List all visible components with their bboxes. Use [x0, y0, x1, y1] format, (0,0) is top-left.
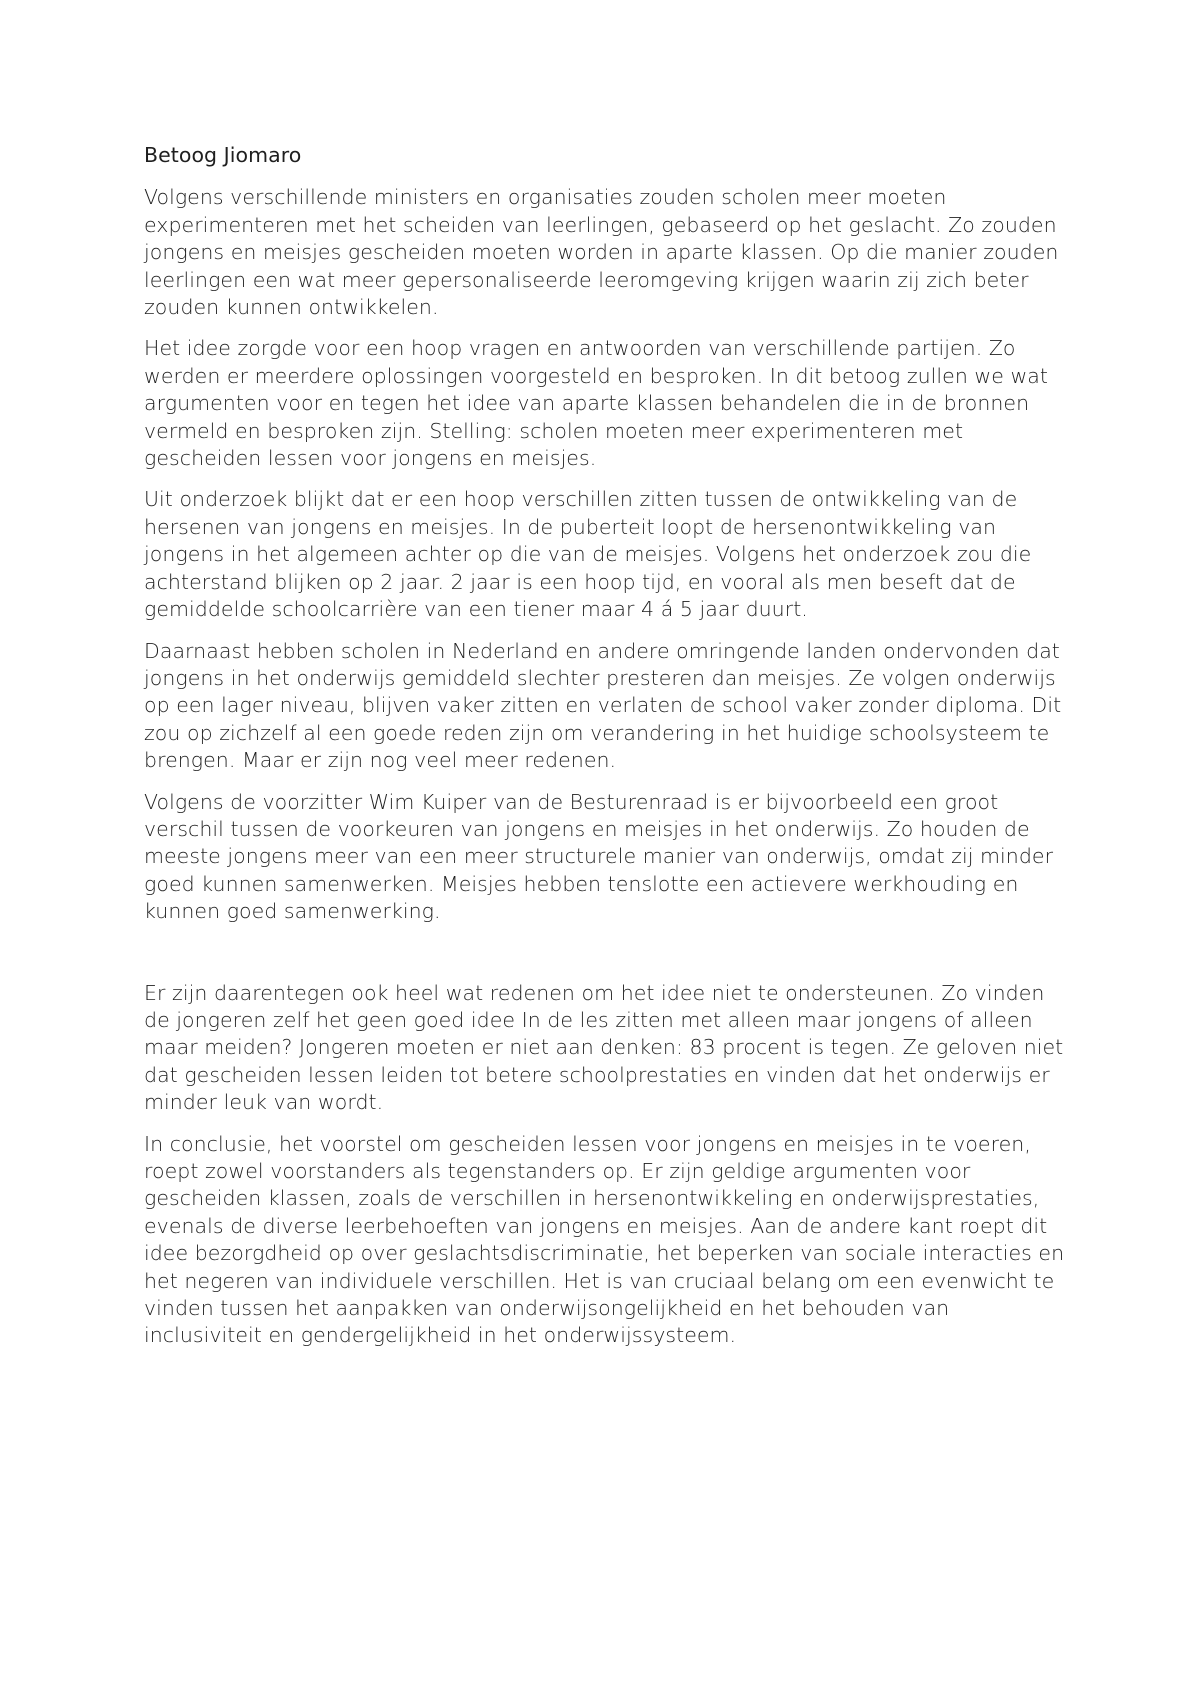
paragraph-school-performance: Daarnaast hebben scholen in Nederland en andere omringende landen ondervonden dat jongens in het onderwijs gemiddeld slechter presteren dan meisjes. Ze volgen onderwijs op een lager niveau, blijven vaker zitten en verlaten de school vaker zonder diploma. Dit zou op zichzelf al een goede reden zijn om verandering in het huidige schoolsysteem te brengen. Maar er zijn nog veel meer redenen. [144, 638, 1062, 773]
paragraph-conclusion: In conclusie, het voorstel om gescheiden lessen voor jongens en meisjes in te voeren, roept zowel voorstanders als tegenstanders op. Er zijn geldige argumenten voor gescheiden klassen, zoals de verschillen in hersenontwikkeling en onderwijsprestaties, evenals de diverse leerbehoeften van jongens en meisjes. Aan de andere kant roept dit idee bezorgdheid op over geslachtsdiscriminatie, het beperken van sociale interacties en het negeren van individuele verschillen. Het is van cruciaal belang om een evenwicht te vinden tussen het aanpakken van onderwijsongelijkheid en het behouden van inclusiviteit en gendergelijkheid in het onderwijssysteem. [144, 1131, 1065, 1348]
document-body [144, 142, 1066, 1364]
paragraph-brain-development: Uit onderzoek blijkt dat er een hoop verschillen zitten tussen de ontwikkeling van de hersenen van jongens en meisjes. In de puberteit loopt de hersenontwikkeling van jongens in het algemeen achter op die van de meisjes. Volgens het onderzoek zou die achterstand blijken op 2 jaar. 2 jaar is een hoop tijd, en vooral als men beseft dat de gemiddelde schoolcarrière van een tiener maar 4 á 5 jaar duurt. [144, 487, 1032, 622]
document-title: Betoog Jiomaro [144, 143, 302, 167]
paragraph-thesis: Het idee zorgde voor een hoop vragen en antwoorden van verschillende partijen. Zo werden er meerdere oplossingen voorgesteld en besproken. In dit betoog zullen we wat argumenten voor en tegen het idee van aparte klassen behandelen die in de bronnen vermeld en besproken zijn. Stelling: scholen moeten meer experimenteren met gescheiden lessen voor jongens en meisjes. [144, 336, 1048, 471]
paragraph-learning-preferences: Volgens de voorzitter Wim Kuiper van de Besturenraad is er bijvoorbeeld een groot verschil tussen de voorkeuren van jongens en meisjes in het onderwijs. Zo houden de meeste jongens meer van een meer structurele manier van onderwijs, omdat zij minder goed kunnen samenwerken. Meisjes hebben tenslotte een actievere werkhouding en kunnen goed samenwerking. [144, 789, 1054, 924]
paragraph-counter-arguments: Er zijn daarentegen ook heel wat redenen om het idee niet te ondersteunen. Zo vinden de jongeren zelf het geen goed idee In de les zitten met alleen maar jongens of alleen maar meiden? Jongeren moeten er niet aan denken: 83 procent is tegen. Ze geloven niet dat gescheiden lessen leiden tot betere schoolprestaties en vinden dat het onderwijs er minder leuk van wordt. [144, 980, 1064, 1115]
paragraph-introduction: Volgens verschillende ministers en organisaties zouden scholen meer moeten experimenteren met het scheiden van leerlingen, gebaseerd op het geslacht. Zo zouden jongens en meisjes gescheiden moeten worden in aparte klassen. Op die manier zouden leerlingen een wat meer gepersonaliseerde leeromgeving krijgen waarin zij zich beter zouden kunnen ontwikkelen. [144, 185, 1059, 320]
